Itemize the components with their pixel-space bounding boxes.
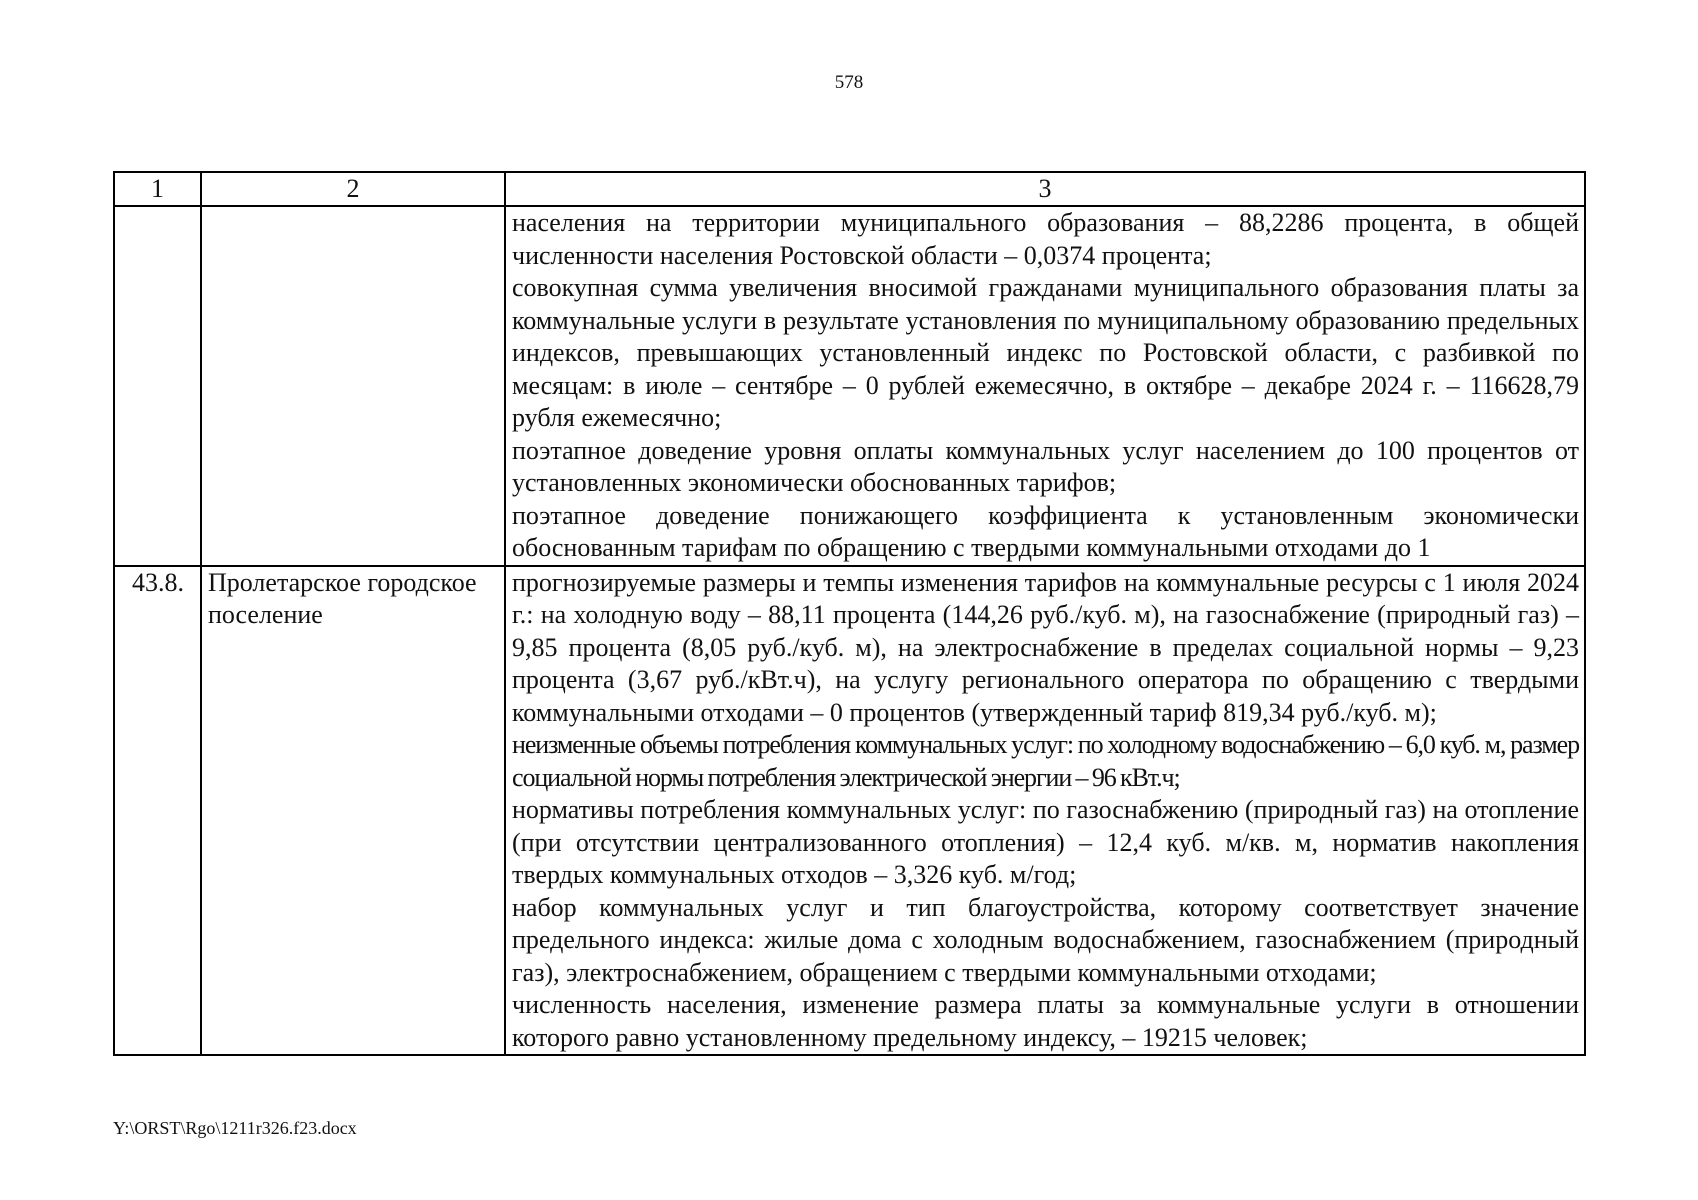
- document-file-path: Y:\ORST\Rgo\1211r326.f23.docx: [113, 1118, 357, 1138]
- table-row: [114, 566, 1585, 1056]
- description-paragraph: набор коммунальных услуг и тип благоустройства, которому соответствует значение предельного индекса: жилые дома с холодным водоснабжением, газоснабжением (природный газ), электроснабжением, обращением с твердыми коммунальными отходами;: [512, 892, 1579, 987]
- column-header-3: 3: [505, 172, 1585, 206]
- column-header-2: 2: [201, 172, 505, 206]
- description-paragraph: населения на территории муниципального образования – 88,2286 процента, в общей численности населения Ростовской области – 0,0374 процента;: [512, 208, 1579, 270]
- description-paragraph: поэтапное доведение уровня оплаты коммунальных услуг населением до 100 процентов от установленных экономически обоснованных тарифов;: [512, 435, 1579, 497]
- municipality-name-cell: [201, 206, 505, 566]
- description-paragraph: неизменные объемы потребления коммунальных услуг: по холодному водоснабжению – 6,0 куб. м, размер социальной нормы потребления электрической энергии – 96 кВт.ч;: [512, 730, 1579, 792]
- description-paragraph: численность населения, изменение размера платы за коммунальные услуги в отношении которого равно установленному предельному индексу, – 19215 человек;: [512, 990, 1579, 1052]
- row-number-cell: [114, 206, 201, 566]
- municipality-name-cell: Пролетарское городское поселение: [201, 566, 505, 1056]
- row-number-cell: 43.8.: [114, 566, 201, 1056]
- page-number: 578: [834, 72, 864, 93]
- description-paragraph: поэтапное доведение понижающего коэффициента к установленным экономически обоснованным тарифам по обращению с твердыми коммунальными отходами до 1: [512, 500, 1579, 562]
- table-row: [114, 206, 1585, 566]
- description-paragraph: прогнозируемые размеры и темпы изменения тарифов на коммунальные ресурсы с 1 июля 2024 г.: на холодную воду – 88,11 процента (144,26 руб./куб. м), на газоснабжение (природный газ) – 9,85 процента (8,05 руб./куб. м), на электроснабжение в пределах социальной нормы – 9,23 процента (3,67 руб./кВт.ч), на услугу регионального оператора по обращению с твердыми коммунальными отходами – 0 процентов (утвержденный тариф 819,34 руб./куб. м);: [512, 567, 1579, 727]
- description-cell: [505, 206, 1585, 566]
- description-paragraph: совокупная сумма увеличения вносимой гражданами муниципального образования платы за коммунальные услуги в результате установления по муниципальному образованию предельных индексов, превышающих установленный индекс по Ростовской области, с разбивкой по месяцам: в июле – сентябре – 0 рублей ежемесячно, в октябре – декабре 2024 г. – 116628,79 рубля ежемесячно;: [512, 273, 1579, 432]
- description-cell: [505, 566, 1585, 1056]
- table-header-row: [114, 172, 1585, 206]
- column-header-1: 1: [114, 172, 201, 206]
- description-paragraph: нормативы потребления коммунальных услуг: по газоснабжению (природный газ) на отопление (при отсутствии централизованного отопления) – 12,4 куб. м/кв. м, норматив накопления твердых коммунальных отходов – 3,326 куб. м/год;: [512, 795, 1579, 889]
- tariff-table: [113, 171, 1586, 1056]
